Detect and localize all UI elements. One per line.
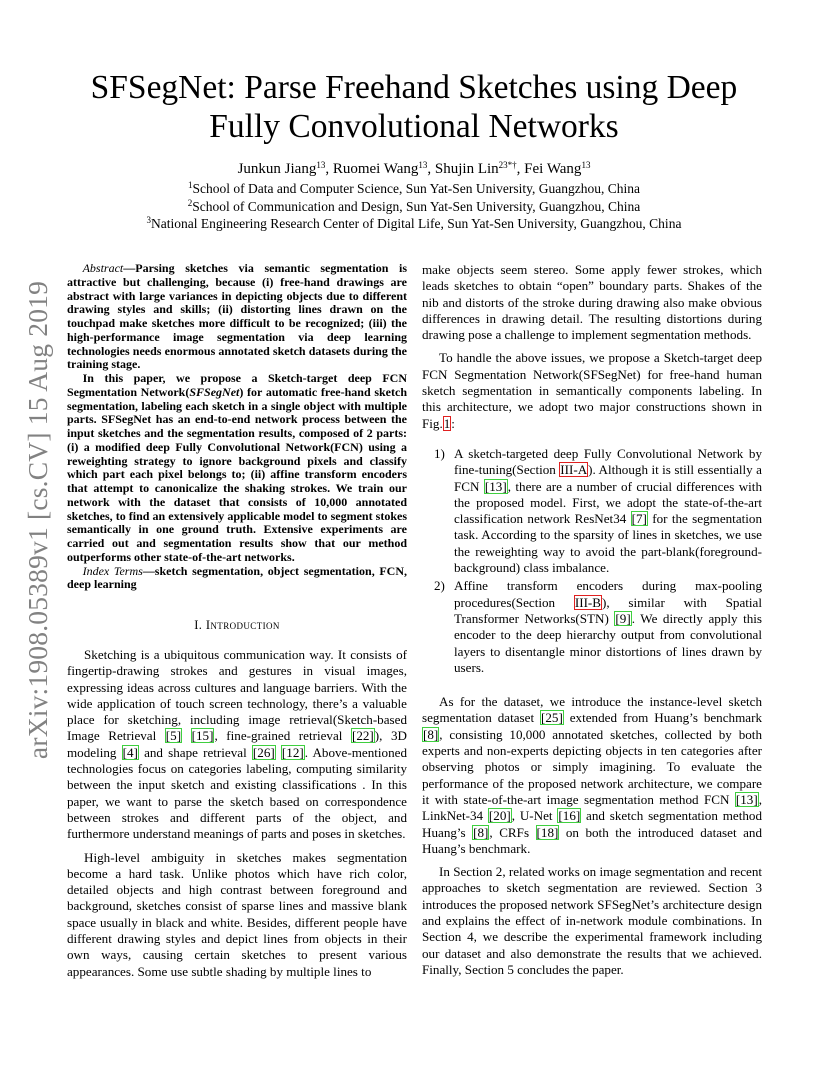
index-terms: Index Terms—sketch segmentation, object segmentation, FCN, deep learning bbox=[67, 563, 407, 592]
body-paragraph: Sketching is a ubiquitous communication way. It consists of fingertip-drawing strokes and gestures in visual images, expressing ideas across cultures and language barriers. With the wide application of touch screen technology, there’s a valuable place for sketching, including image retrieval(Sketch-based Image Retrieval [5] [15], fine-grained retrieval [22]), 3D modeling [4] and shape retrieval [26] [12]. Above-mentioned technologies focus on categories labeling, computing similarity between the input sketch and existing classifications . In this paper, we want to parse the sketch based on correspondence between strokes and different parts of the object, and furthermore understand meanings of parts and poses in sketches. bbox=[67, 647, 407, 842]
author-name: Fei Wang bbox=[524, 161, 582, 177]
body-paragraph: make objects seem stereo. Some apply fewer strokes, which leads sketches to obtain “open” boundary parts. Shakes of the nib and distorts of the stroke during drawing also make obvious differences in drawing detail. The resulting distortions during drawing pose a challenge to implement segmentation methods. bbox=[422, 262, 762, 343]
abstract-paragraph: In this paper, we propose a Sketch-target deep FCN Segmentation Network(SFSegNet) for automatic free-hand sketch segmentation, labeling each sketch in a single object with multiple parts. SFSegNet has an end-to-end network process between the input sketches and the segmentation results, composed of 2 parts: (i) a modified deep Fully Convolutional Network(FCN) using a reweighting strategy to ignore background pixels and classify which part each pixel belongs to; (ii) affine transform encoders that attempt to canonicalize the shaking strokes. We train our network with the dataset that consists of 10,000 annotated sketches, to find an extensively applicable model to segment stokes semantically in one ground truth. Extensive experiments are carried out and segmentation results show that our method outperforms other state-of-the-art networks. bbox=[67, 371, 407, 564]
citation-link[interactable]: [7] bbox=[631, 511, 647, 527]
list-number: 1) bbox=[434, 445, 445, 461]
author-affiliation-mark: 13 bbox=[418, 160, 428, 170]
body-paragraph: In Section 2, related works on image segmentation and recent approaches to sketch segmentation are reviewed. Section 3 introduces the proposed network SFSegNet’s architecture design and explains the effect of in-network module combinations. In Section 4, we describe the experimental framework including our dataset and also demonstrate the results that we achieved. Finally, Section 5 concludes the paper. bbox=[422, 864, 762, 977]
citation-link[interactable]: [13] bbox=[484, 478, 507, 494]
author-name: Shujin Lin bbox=[434, 161, 499, 177]
left-column bbox=[67, 262, 407, 987]
citation-link[interactable]: [9] bbox=[615, 610, 631, 626]
body-paragraph: To handle the above issues, we propose a Sketch-target deep FCN Segmentation Network(SFSegNet) for free-hand human sketch segmentation in semantically components labeling. In this architecture, we adopt two major constructions shown in Fig.1: bbox=[422, 350, 762, 431]
body-paragraph: As for the dataset, we introduce the instance-level sketch segmentation dataset [25] extended from Huang’s benchmark [8], consisting 10,000 annotated sketches, collected by both experts and non-experts depicting objects in ten categories after observing photos or simply imagining. To evaluate the performance of the proposed network architecture, we compare it with state-of-the-art image segmentation method FCN [13], LinkNet-34 [20], U-Net [16] and sketch segmentation method Huang’s [8], CRFs [18] on both the introduced dataset and Huang’s benchmark. bbox=[422, 694, 762, 856]
body-paragraph: High-level ambiguity in sketches makes segmentation become a hard task. Unlike photos which have rich color, detailed objects and high contrast between foreground and background, sketches consist of sparse lines and massive blank space usually in black and white. Besides, different people have different drawing styles and depict lines from objects in their own ways, causing certain sketches to present various appearances. Some use subtle shading by multiple lines to bbox=[67, 849, 407, 979]
author-affiliation-mark: 23*† bbox=[498, 160, 517, 170]
citation-link[interactable]: [5] bbox=[165, 728, 182, 744]
citation-link[interactable]: [13] bbox=[735, 791, 758, 807]
citation-link[interactable]: [8] bbox=[423, 726, 439, 742]
author-affiliation-mark: 13 bbox=[316, 160, 326, 170]
citation-link[interactable]: [22] bbox=[351, 728, 374, 744]
section-reference-link[interactable]: III-B bbox=[574, 594, 602, 610]
introduction-body-right-cont bbox=[422, 694, 762, 978]
affiliation-line: $^1$School of Data and Computer Science, Sun Yat-Sen University, Guangzhou, China bbox=[187, 180, 641, 196]
list-item: 2) Affine transform encoders during max-pooling procedures(Section III-B), similar with Spatial Transformer Networks(STN) [9]. We directly apply this encoder to the deep hierarchy output from convolutional layers to disentangle minor distortions of lines drawn by users. bbox=[434, 578, 762, 675]
citation-link[interactable]: [4] bbox=[122, 744, 138, 760]
citation-link[interactable]: [18] bbox=[536, 824, 559, 840]
section-reference-link[interactable]: III-A bbox=[560, 462, 588, 478]
figure-reference-link[interactable]: 1 bbox=[443, 415, 451, 431]
list-item: 1) A sketch-targeted deep Fully Convolutional Network by fine-tuning(Section III-A). Although it is still essentially a FCN [13], there are a number of crucial differences with the proposed model. First, we adopt the state-of-the-art classification network ResNet34 [7] for the segmentation task. According to the sparsity of lines in sketches, we use the reweighting way to avoid the part-blank(foreground-background) class imbalance. bbox=[434, 445, 763, 576]
citation-link[interactable]: [16] bbox=[558, 808, 581, 824]
abstract-paragraph: Abstract—Parsing sketches via semantic segmentation is attractive but challenging, because (i) free-hand drawings are abstract with large variances in depicting objects due to different drawing styles and skills; (ii) distorting lines drawn on the touchpad make sketches more difficult to be recognized; (iii) the high-performance image segmentation via deep learning technologies needs enormous annotated sketch datasets during the training stage. bbox=[67, 261, 407, 372]
citation-link[interactable]: [25] bbox=[541, 710, 563, 726]
author-name: Ruomei Wang bbox=[332, 161, 419, 177]
index-terms-label: Index Terms bbox=[82, 563, 143, 578]
list-number: 2) bbox=[434, 578, 445, 594]
abstract bbox=[67, 262, 407, 592]
citation-link[interactable]: [15] bbox=[191, 728, 214, 744]
author-line: Junkun Jiang$^{13}$, Ruomei Wang$^{13}$, Shujin Lin$^{23*\dagger}$, Fei Wang$^{13}$ bbox=[237, 160, 591, 177]
arxiv-identifier bbox=[16, 275, 60, 765]
citation-link[interactable]: [26] bbox=[252, 744, 275, 760]
affiliation-line: $^2$School of Communication and Design, Sun Yat-Sen University, Guangzhou, China bbox=[187, 197, 641, 214]
introduction-body-right bbox=[422, 262, 762, 432]
introduction-body-left bbox=[67, 647, 407, 980]
affiliation-line: $^3$National Engineering Research Center of Digital Life, Sun Yat-Sen University, Guangzhou, China bbox=[146, 215, 682, 232]
contribution-list bbox=[422, 446, 762, 676]
arxiv-identifier-text: arXiv:1908.05389v1 [cs.CV] 15 Aug 2019 bbox=[22, 280, 53, 760]
section-heading-introduction: I. Introduction bbox=[194, 618, 280, 632]
right-column bbox=[422, 262, 762, 985]
citation-link[interactable]: [8] bbox=[473, 824, 489, 840]
paper-title: SFSegNet: Parse Freehand Sketches using Deep Fully Convolutional Networks bbox=[90, 69, 738, 145]
author-name: Junkun Jiang bbox=[237, 161, 317, 177]
citation-link[interactable]: [12] bbox=[281, 744, 304, 760]
method-name: SFSegNet bbox=[189, 384, 240, 399]
citation-link[interactable]: [20] bbox=[488, 808, 511, 824]
affiliations bbox=[60, 180, 768, 233]
abstract-label: Abstract bbox=[82, 261, 124, 275]
author-affiliation-mark: 13 bbox=[581, 160, 591, 170]
